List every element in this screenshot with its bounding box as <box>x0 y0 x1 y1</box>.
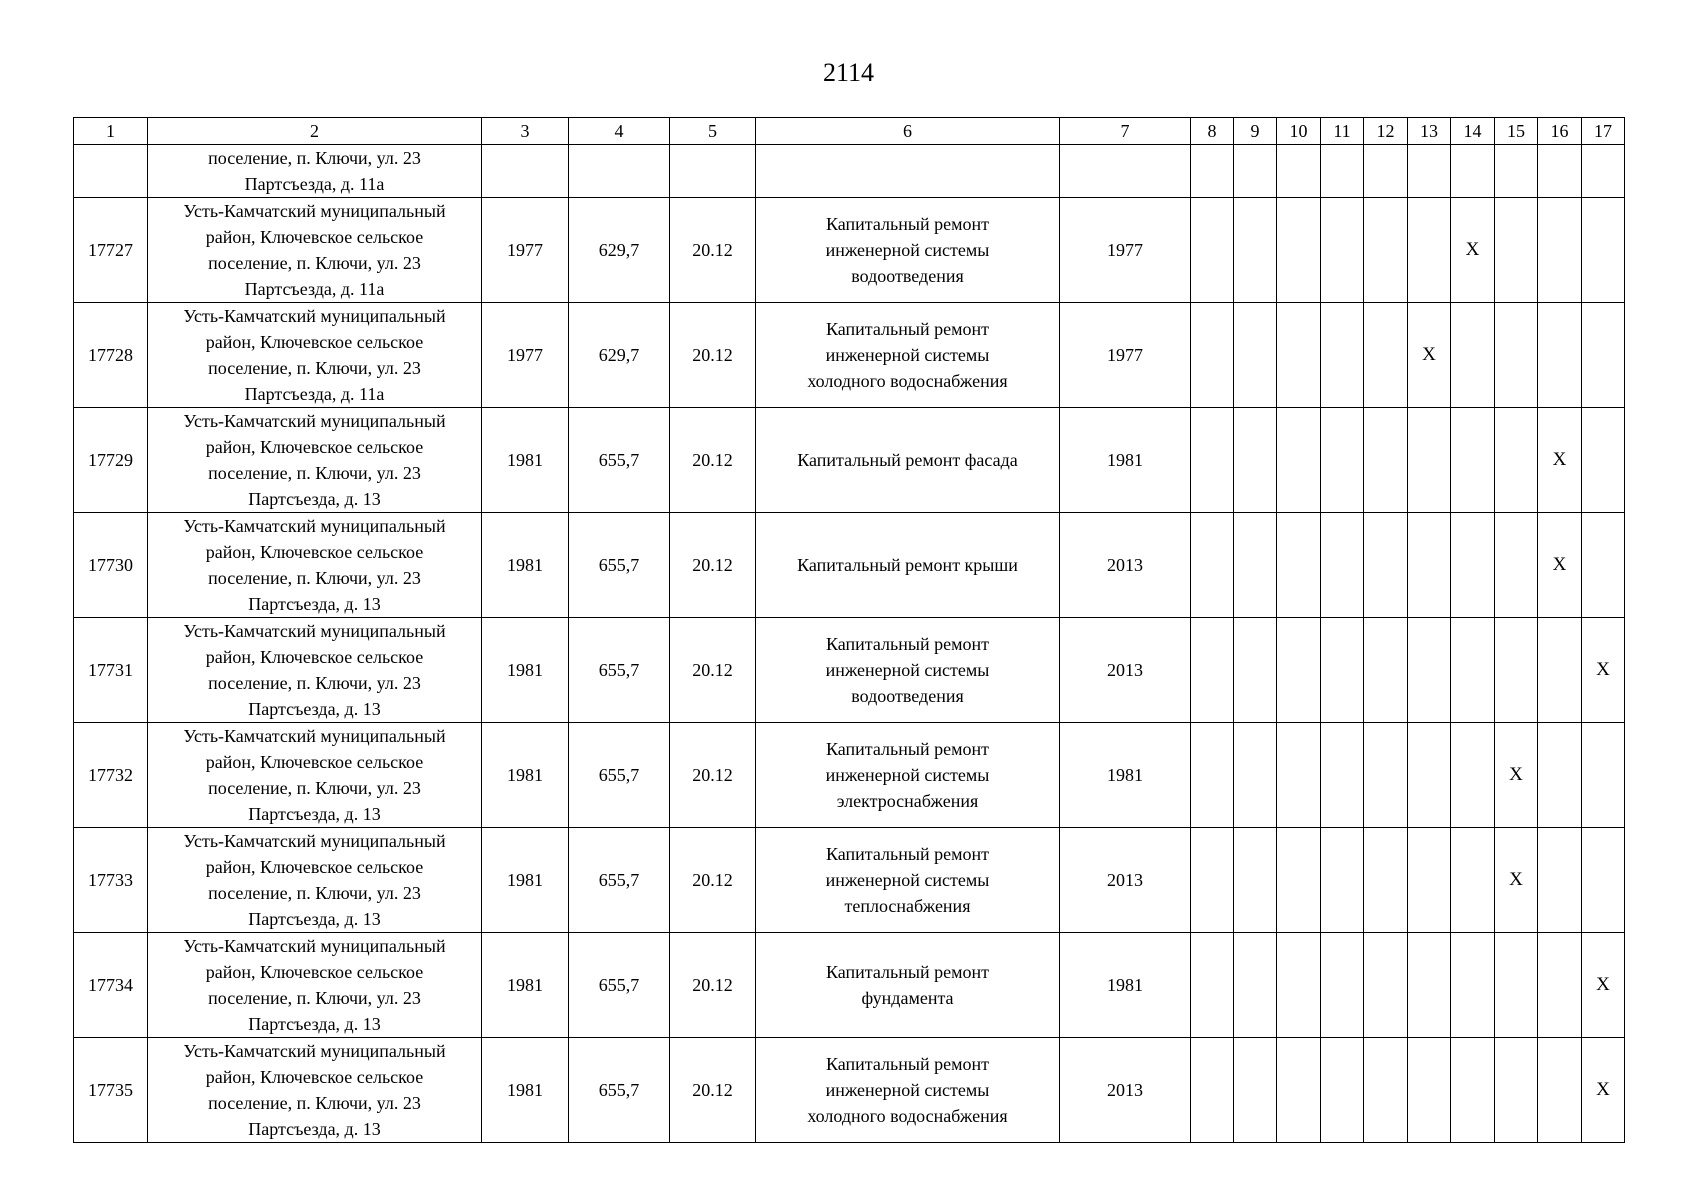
cell-id <box>74 145 148 198</box>
cell-mark-col-16 <box>1538 618 1582 723</box>
cell-mark-col-11 <box>1321 828 1364 933</box>
cell-address: Усть-Камчатский муниципальный район, Ключевское сельское поселение, п. Ключи, ул. 23 Партсъезда, д. 13 <box>148 408 482 513</box>
cell-mark-col-8 <box>1191 513 1234 618</box>
cell-area: 655,7 <box>569 828 670 933</box>
cell-mark-col-15 <box>1495 933 1538 1038</box>
cell-mark-col-12 <box>1364 513 1408 618</box>
cell-work: Капитальный ремонт фундамента <box>756 933 1060 1038</box>
column-header-1: 1 <box>74 118 148 145</box>
cell-mark-col-12 <box>1364 933 1408 1038</box>
cell-address: Усть-Камчатский муниципальный район, Ключевское сельское поселение, п. Ключи, ул. 23 Партсъезда, д. 13 <box>148 723 482 828</box>
cell-mark-col-11 <box>1321 933 1364 1038</box>
cell-address: Усть-Камчатский муниципальный район, Ключевское сельское поселение, п. Ключи, ул. 23 Партсъезда, д. 13 <box>148 1038 482 1143</box>
cell-mark-col-9 <box>1234 723 1277 828</box>
cell-mark-col-17: X <box>1582 1038 1625 1143</box>
cell-mark-col-8 <box>1191 1038 1234 1143</box>
cell-mark-col-11 <box>1321 723 1364 828</box>
cell-mark-col-16 <box>1538 828 1582 933</box>
cell-mark-col-12 <box>1364 408 1408 513</box>
cell-work: Капитальный ремонт инженерной системы электроснабжения <box>756 723 1060 828</box>
cell-area: 655,7 <box>569 1038 670 1143</box>
cell-mark-col-8 <box>1191 408 1234 513</box>
cell-id: 17731 <box>74 618 148 723</box>
cell-mark-col-10 <box>1277 513 1321 618</box>
table-row <box>74 513 1625 618</box>
cell-code: 20.12 <box>670 1038 756 1143</box>
column-header-8: 8 <box>1191 118 1234 145</box>
cell-id: 17730 <box>74 513 148 618</box>
cell-mark-col-15 <box>1495 618 1538 723</box>
cell-work: Капитальный ремонт крыши <box>756 513 1060 618</box>
cell-mark-col-14: X <box>1451 198 1495 303</box>
table-row <box>74 1038 1625 1143</box>
cell-work: Капитальный ремонт инженерной системы теплоснабжения <box>756 828 1060 933</box>
cell-address: Усть-Камчатский муниципальный район, Ключевское сельское поселение, п. Ключи, ул. 23 Партсъезда, д. 13 <box>148 933 482 1038</box>
cell-mark-col-10 <box>1277 618 1321 723</box>
cell-mark <box>1408 145 1451 198</box>
cell-code: 20.12 <box>670 618 756 723</box>
cell-mark-col-14 <box>1451 408 1495 513</box>
cell-year-built: 1981 <box>482 513 569 618</box>
cell-mark-col-13 <box>1408 1038 1451 1143</box>
cell-year: 1977 <box>1060 198 1191 303</box>
cell-year: 2013 <box>1060 513 1191 618</box>
table-row <box>74 723 1625 828</box>
cell-area: 629,7 <box>569 198 670 303</box>
cell-mark-col-17 <box>1582 408 1625 513</box>
cell-mark-col-9 <box>1234 828 1277 933</box>
cell-work: Капитальный ремонт инженерной системы холодного водоснабжения <box>756 303 1060 408</box>
table-row <box>74 198 1625 303</box>
column-header-5: 5 <box>670 118 756 145</box>
cell-mark <box>1277 145 1321 198</box>
cell-mark-col-17 <box>1582 198 1625 303</box>
cell-code: 20.12 <box>670 723 756 828</box>
column-header-7: 7 <box>1060 118 1191 145</box>
cell-mark-col-12 <box>1364 1038 1408 1143</box>
table-row <box>74 303 1625 408</box>
cell-code: 20.12 <box>670 198 756 303</box>
cell-mark-col-14 <box>1451 933 1495 1038</box>
cell-address: Усть-Камчатский муниципальный район, Ключевское сельское поселение, п. Ключи, ул. 23 Партсъезда, д. 13 <box>148 828 482 933</box>
cell-mark-col-10 <box>1277 1038 1321 1143</box>
column-header-6: 6 <box>756 118 1060 145</box>
cell-mark-col-15 <box>1495 198 1538 303</box>
cell-code: 20.12 <box>670 303 756 408</box>
cell-mark-col-9 <box>1234 933 1277 1038</box>
cell-address: Усть-Камчатский муниципальный район, Ключевское сельское поселение, п. Ключи, ул. 23 Партсъезда, д. 13 <box>148 513 482 618</box>
cell-mark-col-12 <box>1364 828 1408 933</box>
cell-mark-col-9 <box>1234 408 1277 513</box>
cell-mark-col-12 <box>1364 723 1408 828</box>
cell-id: 17727 <box>74 198 148 303</box>
cell-mark-col-15: X <box>1495 723 1538 828</box>
cell-mark-col-16 <box>1538 723 1582 828</box>
cell-year-built: 1981 <box>482 723 569 828</box>
cell-mark-col-16: X <box>1538 408 1582 513</box>
cell-area: 655,7 <box>569 723 670 828</box>
cell-mark-col-14 <box>1451 723 1495 828</box>
cell-mark-col-8 <box>1191 933 1234 1038</box>
cell-id: 17735 <box>74 1038 148 1143</box>
cell-mark-col-11 <box>1321 408 1364 513</box>
cell-mark-col-14 <box>1451 1038 1495 1143</box>
cell-mark-col-15 <box>1495 408 1538 513</box>
cell-mark-col-9 <box>1234 303 1277 408</box>
cell-mark-col-17 <box>1582 303 1625 408</box>
column-header-9: 9 <box>1234 118 1277 145</box>
table-row <box>74 618 1625 723</box>
cell-code: 20.12 <box>670 828 756 933</box>
cell-area <box>569 145 670 198</box>
cell-mark <box>1191 145 1234 198</box>
cell-mark-col-12 <box>1364 618 1408 723</box>
cell-mark-col-14 <box>1451 618 1495 723</box>
cell-mark <box>1451 145 1495 198</box>
cell-mark-col-10 <box>1277 828 1321 933</box>
cell-id: 17733 <box>74 828 148 933</box>
column-header-13: 13 <box>1408 118 1451 145</box>
cell-mark-col-9 <box>1234 198 1277 303</box>
cell-year: 1977 <box>1060 303 1191 408</box>
column-header-3: 3 <box>482 118 569 145</box>
cell-area: 655,7 <box>569 618 670 723</box>
column-header-14: 14 <box>1451 118 1495 145</box>
cell-mark-col-14 <box>1451 513 1495 618</box>
cell-work: Капитальный ремонт фасада <box>756 408 1060 513</box>
cell-work <box>756 145 1060 198</box>
cell-mark-col-9 <box>1234 1038 1277 1143</box>
cell-mark-col-8 <box>1191 723 1234 828</box>
cell-mark-col-10 <box>1277 723 1321 828</box>
table-row <box>74 408 1625 513</box>
column-header-17: 17 <box>1582 118 1625 145</box>
cell-mark-col-10 <box>1277 303 1321 408</box>
cell-mark <box>1364 145 1408 198</box>
cell-mark-col-8 <box>1191 618 1234 723</box>
header-row <box>74 118 1625 145</box>
cell-mark-col-13 <box>1408 513 1451 618</box>
cell-address: Усть-Камчатский муниципальный район, Ключевское сельское поселение, п. Ключи, ул. 23 Партсъезда, д. 11а <box>148 198 482 303</box>
cell-mark-col-16 <box>1538 198 1582 303</box>
cell-year: 1981 <box>1060 933 1191 1038</box>
cell-mark-col-8 <box>1191 303 1234 408</box>
column-header-2: 2 <box>148 118 482 145</box>
cell-code <box>670 145 756 198</box>
cell-mark <box>1495 145 1538 198</box>
cell-address: поселение, п. Ключи, ул. 23 Партсъезда, д. 11а <box>148 145 482 198</box>
cell-code: 20.12 <box>670 933 756 1038</box>
cell-area: 655,7 <box>569 513 670 618</box>
cell-mark-col-16: X <box>1538 513 1582 618</box>
cell-mark-col-17 <box>1582 513 1625 618</box>
table-row <box>74 933 1625 1038</box>
column-header-16: 16 <box>1538 118 1582 145</box>
cell-year-built: 1981 <box>482 408 569 513</box>
registry-table <box>73 117 1625 1143</box>
cell-year-built: 1977 <box>482 303 569 408</box>
cell-address: Усть-Камчатский муниципальный район, Ключевское сельское поселение, п. Ключи, ул. 23 Партсъезда, д. 11а <box>148 303 482 408</box>
cell-year-built: 1981 <box>482 1038 569 1143</box>
cell-mark-col-11 <box>1321 1038 1364 1143</box>
cell-address: Усть-Камчатский муниципальный район, Ключевское сельское поселение, п. Ключи, ул. 23 Партсъезда, д. 13 <box>148 618 482 723</box>
cell-mark-col-11 <box>1321 303 1364 408</box>
cell-mark-col-12 <box>1364 303 1408 408</box>
cell-mark-col-16 <box>1538 933 1582 1038</box>
cell-year: 1981 <box>1060 723 1191 828</box>
cell-mark-col-17: X <box>1582 618 1625 723</box>
cell-mark-col-13: X <box>1408 303 1451 408</box>
cell-mark-col-11 <box>1321 513 1364 618</box>
cell-mark <box>1582 145 1625 198</box>
cell-mark <box>1538 145 1582 198</box>
cell-mark-col-13 <box>1408 933 1451 1038</box>
cell-year-built: 1981 <box>482 933 569 1038</box>
cell-year-built: 1981 <box>482 618 569 723</box>
cell-mark <box>1321 145 1364 198</box>
cell-mark-col-13 <box>1408 408 1451 513</box>
cell-area: 655,7 <box>569 933 670 1038</box>
cell-mark-col-9 <box>1234 618 1277 723</box>
cell-mark-col-9 <box>1234 513 1277 618</box>
cell-mark-col-10 <box>1277 198 1321 303</box>
column-header-4: 4 <box>569 118 670 145</box>
table-row <box>74 828 1625 933</box>
column-header-15: 15 <box>1495 118 1538 145</box>
cell-mark-col-15 <box>1495 1038 1538 1143</box>
cell-mark-col-12 <box>1364 198 1408 303</box>
cell-code: 20.12 <box>670 408 756 513</box>
cell-mark-col-17 <box>1582 723 1625 828</box>
cell-work: Капитальный ремонт инженерной системы холодного водоснабжения <box>756 1038 1060 1143</box>
cell-area: 655,7 <box>569 408 670 513</box>
cell-year: 1981 <box>1060 408 1191 513</box>
cell-mark-col-14 <box>1451 303 1495 408</box>
cell-mark-col-15: X <box>1495 828 1538 933</box>
cell-mark-col-11 <box>1321 198 1364 303</box>
column-header-11: 11 <box>1321 118 1364 145</box>
cell-work: Капитальный ремонт инженерной системы водоотведения <box>756 618 1060 723</box>
continuation-row <box>74 145 1625 198</box>
cell-year-built <box>482 145 569 198</box>
cell-mark-col-13 <box>1408 723 1451 828</box>
cell-mark-col-11 <box>1321 618 1364 723</box>
cell-mark-col-8 <box>1191 198 1234 303</box>
cell-id: 17728 <box>74 303 148 408</box>
cell-id: 17734 <box>74 933 148 1038</box>
cell-mark-col-15 <box>1495 513 1538 618</box>
page-number: 2114 <box>822 58 875 87</box>
cell-year: 2013 <box>1060 618 1191 723</box>
cell-mark-col-10 <box>1277 933 1321 1038</box>
cell-year-built: 1981 <box>482 828 569 933</box>
cell-id: 17729 <box>74 408 148 513</box>
cell-mark-col-8 <box>1191 828 1234 933</box>
cell-area: 629,7 <box>569 303 670 408</box>
cell-year <box>1060 145 1191 198</box>
cell-year: 2013 <box>1060 828 1191 933</box>
cell-mark-col-15 <box>1495 303 1538 408</box>
cell-mark-col-13 <box>1408 828 1451 933</box>
cell-mark <box>1234 145 1277 198</box>
cell-mark-col-17: X <box>1582 933 1625 1038</box>
cell-mark-col-10 <box>1277 408 1321 513</box>
column-header-12: 12 <box>1364 118 1408 145</box>
cell-year-built: 1977 <box>482 198 569 303</box>
column-header-10: 10 <box>1277 118 1321 145</box>
cell-id: 17732 <box>74 723 148 828</box>
cell-mark-col-13 <box>1408 198 1451 303</box>
cell-mark-col-13 <box>1408 618 1451 723</box>
cell-code: 20.12 <box>670 513 756 618</box>
cell-mark-col-16 <box>1538 303 1582 408</box>
cell-mark-col-16 <box>1538 1038 1582 1143</box>
cell-year: 2013 <box>1060 1038 1191 1143</box>
cell-mark-col-17 <box>1582 828 1625 933</box>
cell-mark-col-14 <box>1451 828 1495 933</box>
cell-work: Капитальный ремонт инженерной системы водоотведения <box>756 198 1060 303</box>
